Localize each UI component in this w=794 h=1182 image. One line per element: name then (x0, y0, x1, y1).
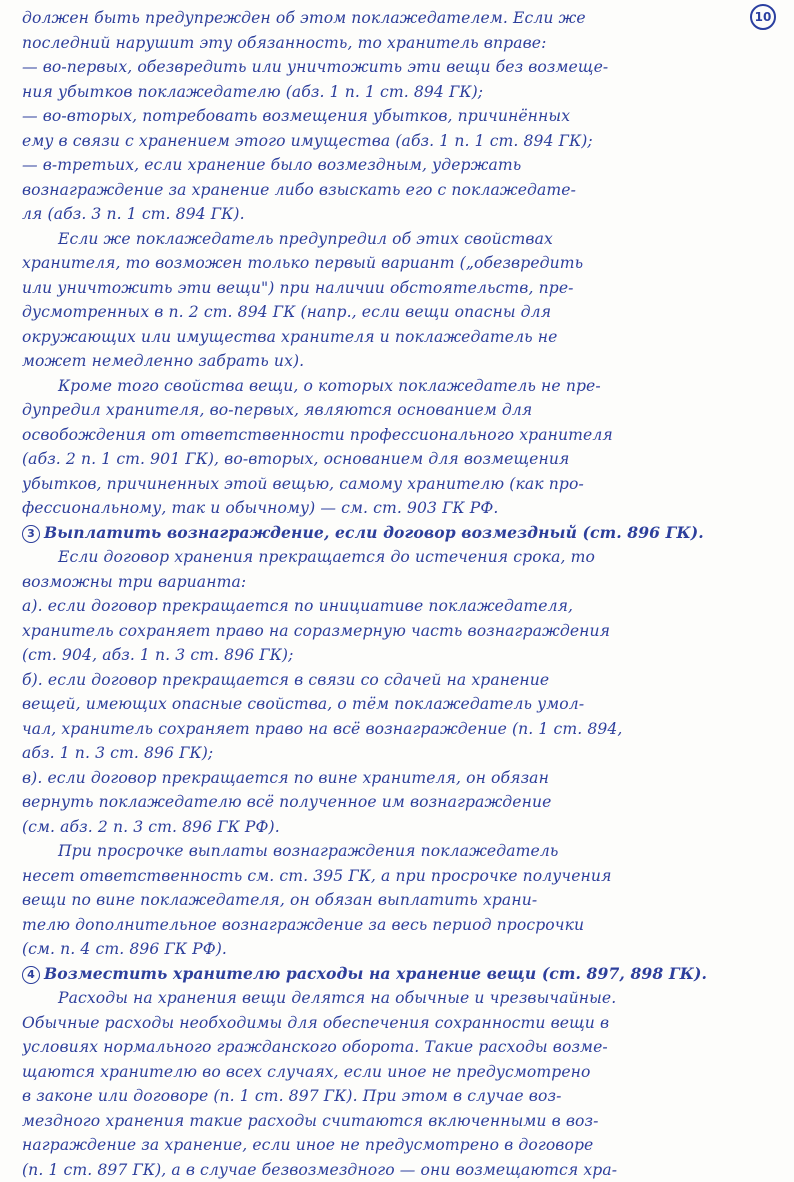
text-line: награждение за хранение, если иное не предусмотрено в договоре (22, 1133, 766, 1158)
text-line: — во-вторых, потребовать возмещения убытков, причинённых (22, 104, 766, 129)
text-line: а). если договор прекращается по инициативе поклажедателя, (22, 594, 766, 619)
text-line: чал, хранитель сохраняет право на всё вознаграждение (п. 1 ст. 894, (22, 717, 766, 742)
text-line: (см. п. 4 ст. 896 ГК РФ). (22, 937, 766, 962)
section-number-4: 4 (22, 966, 40, 984)
text-line: — во-первых, обезвредить или уничтожить эти вещи без возмеще- (22, 55, 766, 80)
text-line: Возместить хранителю расходы на хранение вещи (ст. 897, 898 ГК). (44, 964, 707, 983)
text-line: Выплатить вознаграждение, если договор возмездный (ст. 896 ГК). (44, 523, 704, 542)
text-line: должен быть предупрежден об этом поклажедателем. Если же (22, 6, 766, 31)
text-line: вознаграждение за хранение либо взыскать его с поклажедате- (22, 178, 766, 203)
text-line: ему в связи с хранением этого имущества (абз. 1 п. 1 ст. 894 ГК); (22, 129, 766, 154)
text-line: (п. 1 ст. 897 ГК), а в случае безвозмездного — они возмещаются хра- (22, 1158, 766, 1182)
text-line: Если же поклажедатель предупредил об этих свойствах (22, 227, 766, 252)
text-line: ния убытков поклажедателю (абз. 1 п. 1 ст. 894 ГК); (22, 80, 766, 105)
text-line: дупредил хранителя, во-первых, являются основанием для (22, 398, 766, 423)
text-line: щаются хранителю во всех случаях, если иное не предусмотрено (22, 1060, 766, 1085)
text-line: Обычные расходы необходимы для обеспечения сохранности вещи в (22, 1011, 766, 1036)
text-line: ля (абз. 3 п. 1 ст. 894 ГК). (22, 202, 766, 227)
text-line: телю дополнительное вознаграждение за весь период просрочки (22, 913, 766, 938)
text-line: дусмотренных в п. 2 ст. 894 ГК (напр., если вещи опасны для (22, 300, 766, 325)
text-line: б). если договор прекращается в связи со сдачей на хранение (22, 668, 766, 693)
text-line: в законе или договоре (п. 1 ст. 897 ГК). При этом в случае воз- (22, 1084, 766, 1109)
text-line: Если договор хранения прекращается до истечения срока, то (22, 545, 766, 570)
text-line: условиях нормального гражданского оборота. Такие расходы возме- (22, 1035, 766, 1060)
text-line: (см. абз. 2 п. 3 ст. 896 ГК РФ). (22, 815, 766, 840)
text-line: убытков, причиненных этой вещью, самому хранителю (как про- (22, 472, 766, 497)
text-line: (абз. 2 п. 1 ст. 901 ГК), во-вторых, основанием для возмещения (22, 447, 766, 472)
section-heading-4 (22, 962, 766, 987)
text-line: возможны три варианта: (22, 570, 766, 595)
text-line: или уничтожить эти вещи") при наличии обстоятельств, пре- (22, 276, 766, 301)
text-line: фессиональному, так и обычному) — см. ст. 903 ГК РФ. (22, 496, 766, 521)
text-line: Расходы на хранения вещи делятся на обычные и чрезвычайные. (22, 986, 766, 1011)
text-line: При просрочке выплаты вознаграждения поклажедатель (22, 839, 766, 864)
section-number-3: 3 (22, 525, 40, 543)
text-line: может немедленно забрать их). (22, 349, 766, 374)
text-line: вещи по вине поклажедателя, он обязан выплатить храни- (22, 888, 766, 913)
text-line: хранитель сохраняет право на соразмерную часть вознаграждения (22, 619, 766, 644)
text-line: последний нарушит эту обязанность, то хранитель вправе: (22, 31, 766, 56)
text-line: — в-третьих, если хранение было возмездным, удержать (22, 153, 766, 178)
text-line: освобождения от ответственности профессионального хранителя (22, 423, 766, 448)
text-line: несет ответственность см. ст. 395 ГК, а при просрочке получения (22, 864, 766, 889)
text-line: Кроме того свойства вещи, о которых поклажедатель не пре- (22, 374, 766, 399)
text-line: в). если договор прекращается по вине хранителя, он обязан (22, 766, 766, 791)
section-heading-3 (22, 521, 766, 546)
text-line: хранителя, то возможен только первый вариант („обезвредить (22, 251, 766, 276)
text-line: мездного хранения такие расходы считаются включенными в воз- (22, 1109, 766, 1134)
text-line: вещей, имеющих опасные свойства, о тём поклажедатель умол- (22, 692, 766, 717)
text-line: окружающих или имущества хранителя и поклажедатель не (22, 325, 766, 350)
page-number: 10 (750, 4, 776, 30)
text-line: вернуть поклажедателю всё полученное им вознаграждение (22, 790, 766, 815)
text-line: абз. 1 п. 3 ст. 896 ГК); (22, 741, 766, 766)
text-line: (ст. 904, абз. 1 п. 3 ст. 896 ГК); (22, 643, 766, 668)
